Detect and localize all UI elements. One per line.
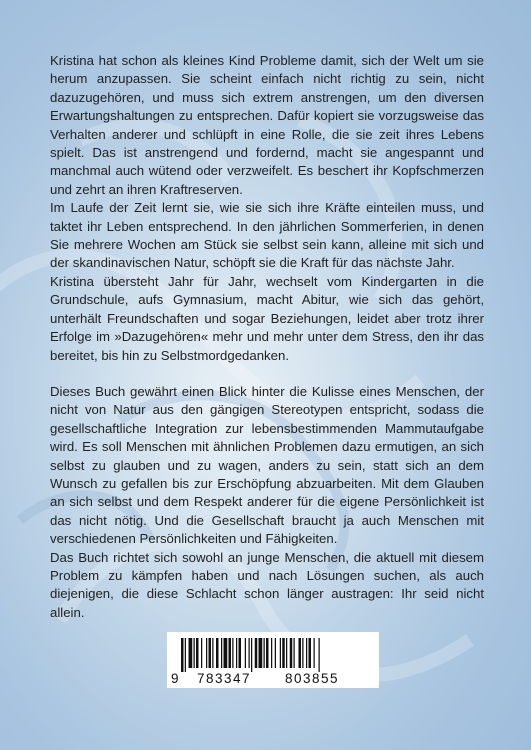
back-cover-blurb (50, 52, 484, 622)
blurb-paragraph: Dieses Buch gewährt einen Blick hinter die Kulisse eines Menschen, der nicht von Natur aus den gängigen Stereotypen entspricht, sodass die gesellschaftliche Integration zur lebensbestimmenden Mammutaufgabe wird. Es soll Menschen mit ähnlichen Problemen dazu ermutigen, an sich selbst zu glauben und zu wagen, anders zu sein, statt sich an dem Wunsch zu gefallen bis zur Erschöpfung abzuarbeiten. Mit dem Glauben an sich selbst und dem Respekt anderer für die eigene Persönlichkeit ist das nicht nötig. Und die Gesellschaft braucht ja auch Menschen mit verschiedenen Persönlichkeiten und Fähigkeiten. (50, 383, 484, 547)
blurb-paragraph: Kristina übersteht Jahr für Jahr, wechselt vom Kindergarten in die Grundschule, aufs Gymnasium, macht Abitur, wie sich das gehört, unterhält Freundschaften und sogar Beziehungen, leidet aber trotz ihrer Erfolge im »Dazugehören« mehr und mehr unter dem Stress, den ihr das bereitet, bis hin zu Selbstmordgedanken. (50, 273, 484, 363)
blurb-paragraph: Im Laufe der Zeit lernt sie, wie sie sich ihre Kräfte einteilen muss, und taktet ihr Leben entsprechend. In den jährlichen Sommerferien, in denen Sie mehrere Wochen am Stück sie selbst sein kann, alleine mit sich und der skandinavischen Natur, schöpft sie die Kraft für das nächste Jahr. (50, 200, 484, 271)
barcode-bars (179, 638, 369, 672)
barcode-lead-digit: 9 (171, 671, 179, 686)
barcode-right-group: 803855 (285, 671, 340, 686)
barcode-digits (167, 671, 379, 687)
blurb-paragraph: Kristina hat schon als kleines Kind Probleme damit, sich der Welt um sie herum anzupassen. Sie scheint einfach nicht richtig zu sein, nicht dazuzugehören, und muss sich extrem anstrengen, um den diversen Erwartungshaltungen zu entsprechen. Dafür kopiert sie vorzugsweise das Verhalten anderer und schlüpft in eine Rolle, die sie zeit ihres Lebens spielt. Das ist anstrengend und fordernd, macht sie angespannt und manchmal auch wütend oder verzweifelt. Es beschert ihr Kopfschmerzen und zehrt an ihren Kraftreserven. (50, 53, 484, 197)
barcode-left-group: 783347 (197, 671, 252, 686)
isbn-barcode (167, 632, 379, 688)
blurb-paragraph: Das Buch richtet sich sowohl an junge Menschen, die aktuell mit diesem Problem zu kämpfen haben und nach Lösungen suchen, als auch diejenigen, die diese Schlacht schon länger austragen: Ihr seid nicht allein. (50, 549, 484, 620)
